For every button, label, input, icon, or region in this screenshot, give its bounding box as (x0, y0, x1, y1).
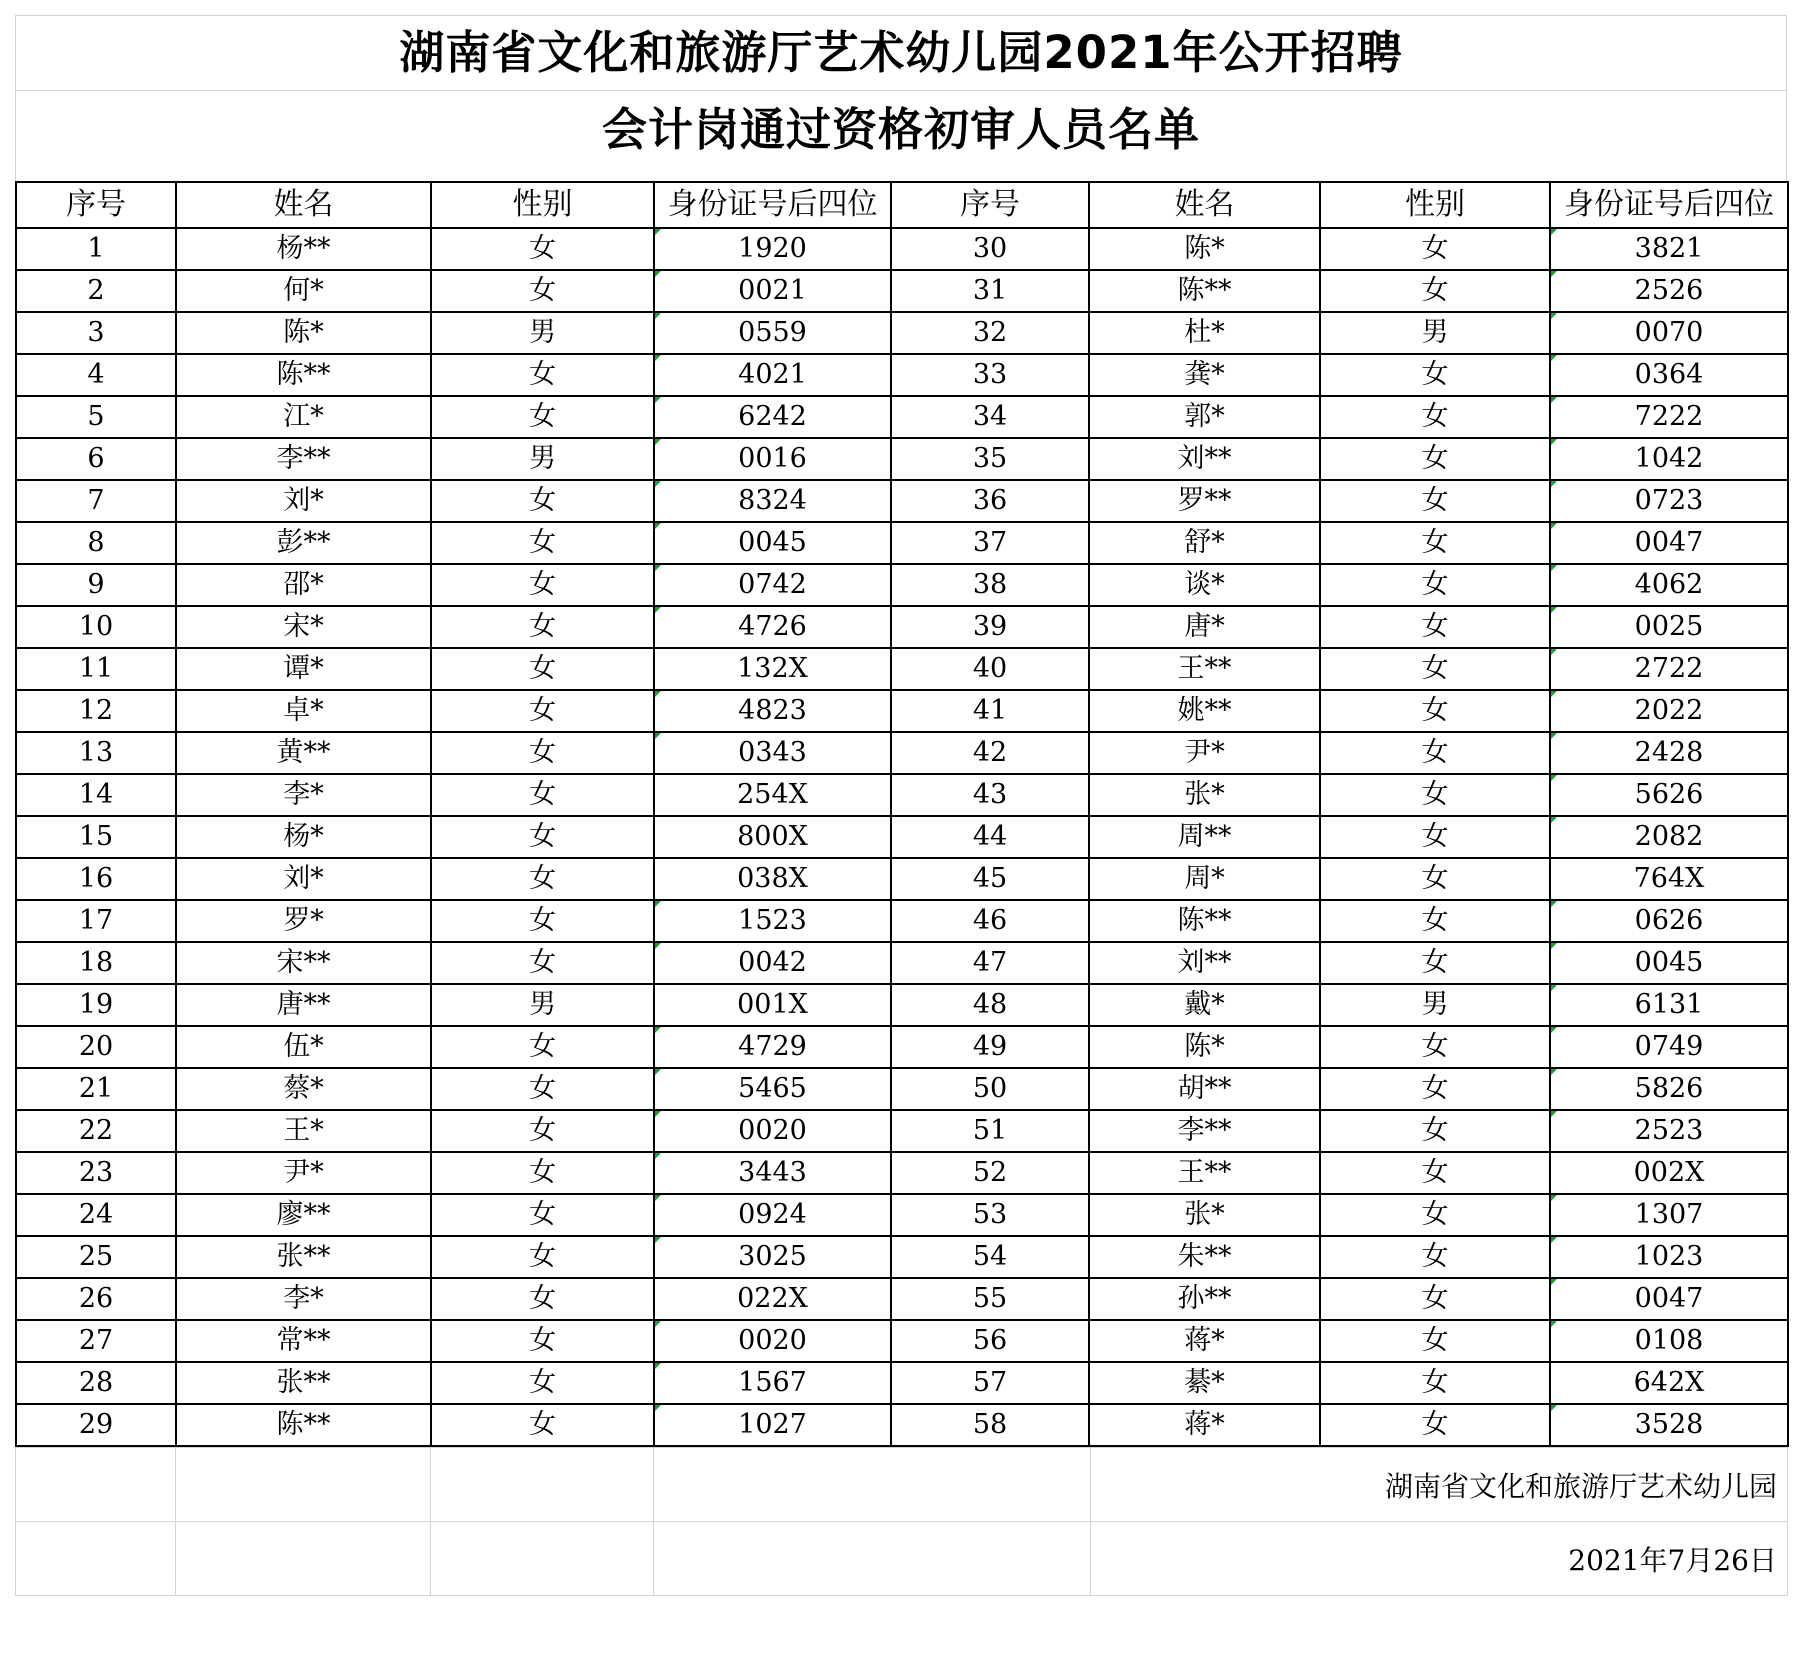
id-last4-cell: 1042 (1550, 438, 1788, 480)
candidate-table (15, 181, 1789, 1447)
gender-cell: 女 (1320, 1320, 1550, 1362)
seq-cell: 35 (891, 438, 1089, 480)
seq-cell: 50 (891, 1068, 1089, 1110)
seq-cell: 41 (891, 690, 1089, 732)
seq-cell: 47 (891, 942, 1089, 984)
gender-cell: 女 (1320, 1152, 1550, 1194)
gender-cell: 女 (431, 522, 654, 564)
id-last4-cell: 4021 (654, 354, 891, 396)
id-last4-cell: 1023 (1550, 1236, 1788, 1278)
table-row (16, 1068, 1788, 1110)
table-row (16, 1236, 1788, 1278)
name-cell: 蒋* (1089, 1404, 1320, 1446)
seq-cell: 52 (891, 1152, 1089, 1194)
seq-cell: 45 (891, 858, 1089, 900)
gender-cell: 女 (431, 1404, 654, 1446)
column-header: 姓名 (176, 182, 431, 228)
seq-cell: 55 (891, 1278, 1089, 1320)
gender-cell: 女 (1320, 900, 1550, 942)
table-row (16, 1362, 1788, 1404)
id-last4-cell: 2428 (1550, 732, 1788, 774)
table-row (16, 1026, 1788, 1068)
name-cell: 周** (1089, 816, 1320, 858)
seq-cell: 3 (16, 312, 176, 354)
name-cell: 李* (176, 1278, 431, 1320)
id-last4-cell: 1307 (1550, 1194, 1788, 1236)
seq-cell: 21 (16, 1068, 176, 1110)
id-last4-cell: 2082 (1550, 816, 1788, 858)
table-row (16, 438, 1788, 480)
seq-cell: 18 (16, 942, 176, 984)
table-row (16, 522, 1788, 564)
table-row (16, 354, 1788, 396)
id-last4-cell: 0924 (654, 1194, 891, 1236)
seq-cell: 54 (891, 1236, 1089, 1278)
id-last4-cell: 5465 (654, 1068, 891, 1110)
gender-cell: 女 (1320, 228, 1550, 270)
seq-cell: 2 (16, 270, 176, 312)
table-row (16, 564, 1788, 606)
table-row (16, 732, 1788, 774)
id-last4-cell: 7222 (1550, 396, 1788, 438)
gender-cell: 女 (431, 1362, 654, 1404)
gender-cell: 女 (431, 480, 654, 522)
name-cell: 谭* (176, 648, 431, 690)
name-cell: 戴* (1089, 984, 1320, 1026)
seq-cell: 10 (16, 606, 176, 648)
seq-cell: 36 (891, 480, 1089, 522)
id-last4-cell: 038X (654, 858, 891, 900)
footer-empty-cell (16, 1522, 176, 1596)
gender-cell: 女 (1320, 942, 1550, 984)
seq-cell: 28 (16, 1362, 176, 1404)
gender-cell: 女 (431, 270, 654, 312)
gender-cell: 女 (431, 1320, 654, 1362)
table-row (16, 690, 1788, 732)
id-last4-cell: 0021 (654, 270, 891, 312)
id-last4-cell: 5626 (1550, 774, 1788, 816)
id-last4-cell: 0025 (1550, 606, 1788, 648)
id-last4-cell: 4823 (654, 690, 891, 732)
seq-cell: 40 (891, 648, 1089, 690)
seq-cell: 26 (16, 1278, 176, 1320)
column-header: 身份证号后四位 (654, 182, 891, 228)
name-cell: 伍* (176, 1026, 431, 1068)
seq-cell: 30 (891, 228, 1089, 270)
name-cell: 邵* (176, 564, 431, 606)
seq-cell: 37 (891, 522, 1089, 564)
name-cell: 刘** (1089, 438, 1320, 480)
seq-cell: 1 (16, 228, 176, 270)
id-last4-cell: 0108 (1550, 1320, 1788, 1362)
name-cell: 宋* (176, 606, 431, 648)
id-last4-cell: 0070 (1550, 312, 1788, 354)
gender-cell: 女 (431, 816, 654, 858)
name-cell: 彭** (176, 522, 431, 564)
gender-cell: 女 (1320, 774, 1550, 816)
id-last4-cell: 0016 (654, 438, 891, 480)
table-row (16, 774, 1788, 816)
name-cell: 龚* (1089, 354, 1320, 396)
seq-cell: 49 (891, 1026, 1089, 1068)
name-cell: 刘* (176, 480, 431, 522)
gender-cell: 女 (1320, 1362, 1550, 1404)
id-last4-cell: 0047 (1550, 522, 1788, 564)
table-row (16, 1404, 1788, 1446)
gender-cell: 女 (1320, 690, 1550, 732)
name-cell: 刘** (1089, 942, 1320, 984)
seq-cell: 7 (16, 480, 176, 522)
id-last4-cell: 5826 (1550, 1068, 1788, 1110)
seq-cell: 8 (16, 522, 176, 564)
name-cell: 陈** (176, 1404, 431, 1446)
seq-cell: 14 (16, 774, 176, 816)
id-last4-cell: 022X (654, 1278, 891, 1320)
seq-cell: 42 (891, 732, 1089, 774)
seq-cell: 12 (16, 690, 176, 732)
gender-cell: 女 (431, 1152, 654, 1194)
gender-cell: 女 (1320, 606, 1550, 648)
gender-cell: 女 (1320, 480, 1550, 522)
id-last4-cell: 132X (654, 648, 891, 690)
gender-cell: 女 (431, 1068, 654, 1110)
footer-empty-cell (431, 1448, 654, 1522)
footer-row-organization (16, 1448, 1788, 1522)
id-last4-cell: 254X (654, 774, 891, 816)
seq-cell: 27 (16, 1320, 176, 1362)
footer-empty-cell (654, 1448, 1091, 1522)
name-cell: 蒋* (1089, 1320, 1320, 1362)
name-cell: 张* (1089, 774, 1320, 816)
seq-cell: 17 (16, 900, 176, 942)
gender-cell: 女 (1320, 438, 1550, 480)
gender-cell: 女 (431, 690, 654, 732)
seq-cell: 46 (891, 900, 1089, 942)
name-cell: 朱** (1089, 1236, 1320, 1278)
table-row (16, 1110, 1788, 1152)
gender-cell: 女 (431, 606, 654, 648)
footer-empty-cell (654, 1522, 1091, 1596)
gender-cell: 女 (431, 1194, 654, 1236)
footer-date: 2021年7月26日 (1091, 1522, 1788, 1596)
gender-cell: 女 (1320, 270, 1550, 312)
gender-cell: 男 (431, 312, 654, 354)
name-cell: 胡** (1089, 1068, 1320, 1110)
name-cell: 卓* (176, 690, 431, 732)
gender-cell: 男 (1320, 984, 1550, 1026)
gender-cell: 女 (431, 1236, 654, 1278)
id-last4-cell: 800X (654, 816, 891, 858)
seq-cell: 44 (891, 816, 1089, 858)
seq-cell: 56 (891, 1320, 1089, 1362)
name-cell: 江* (176, 396, 431, 438)
name-cell: 杨** (176, 228, 431, 270)
gender-cell: 女 (431, 354, 654, 396)
table-row (16, 1320, 1788, 1362)
seq-cell: 5 (16, 396, 176, 438)
footer-empty-cell (431, 1522, 654, 1596)
name-cell: 周* (1089, 858, 1320, 900)
name-cell: 杜* (1089, 312, 1320, 354)
gender-cell: 女 (431, 1278, 654, 1320)
name-cell: 孙** (1089, 1278, 1320, 1320)
id-last4-cell: 0045 (654, 522, 891, 564)
name-cell: 何* (176, 270, 431, 312)
id-last4-cell: 3821 (1550, 228, 1788, 270)
table-row (16, 1194, 1788, 1236)
name-cell: 陈* (1089, 1026, 1320, 1068)
id-last4-cell: 002X (1550, 1152, 1788, 1194)
id-last4-cell: 0047 (1550, 1278, 1788, 1320)
name-cell: 尹* (176, 1152, 431, 1194)
id-last4-cell: 1567 (654, 1362, 891, 1404)
id-last4-cell: 6131 (1550, 984, 1788, 1026)
id-last4-cell: 3528 (1550, 1404, 1788, 1446)
id-last4-cell: 6242 (654, 396, 891, 438)
gender-cell: 男 (431, 438, 654, 480)
gender-cell: 女 (1320, 522, 1550, 564)
id-last4-cell: 001X (654, 984, 891, 1026)
table-row (16, 312, 1788, 354)
seq-cell: 24 (16, 1194, 176, 1236)
gender-cell: 女 (431, 858, 654, 900)
gender-cell: 女 (1320, 1404, 1550, 1446)
id-last4-cell: 0723 (1550, 480, 1788, 522)
id-last4-cell: 0343 (654, 732, 891, 774)
seq-cell: 13 (16, 732, 176, 774)
table-row (16, 984, 1788, 1026)
table-row (16, 816, 1788, 858)
gender-cell: 女 (1320, 1236, 1550, 1278)
id-last4-cell: 1920 (654, 228, 891, 270)
name-cell: 唐** (176, 984, 431, 1026)
gender-cell: 女 (431, 396, 654, 438)
table-row (16, 648, 1788, 690)
name-cell: 陈* (1089, 228, 1320, 270)
id-last4-cell: 0045 (1550, 942, 1788, 984)
gender-cell: 女 (1320, 1110, 1550, 1152)
gender-cell: 女 (1320, 648, 1550, 690)
footer-empty-cell (176, 1448, 431, 1522)
id-last4-cell: 0559 (654, 312, 891, 354)
footer-organization: 湖南省文化和旅游厅艺术幼儿园 (1091, 1448, 1788, 1522)
id-last4-cell: 0742 (654, 564, 891, 606)
column-header: 性别 (1320, 182, 1550, 228)
gender-cell: 女 (1320, 1026, 1550, 1068)
gender-cell: 女 (431, 732, 654, 774)
name-cell: 罗** (1089, 480, 1320, 522)
name-cell: 陈** (1089, 270, 1320, 312)
id-last4-cell: 2022 (1550, 690, 1788, 732)
table-row (16, 858, 1788, 900)
column-header: 序号 (891, 182, 1089, 228)
spreadsheet (15, 15, 1787, 1596)
id-last4-cell: 0626 (1550, 900, 1788, 942)
gender-cell: 女 (431, 774, 654, 816)
column-header: 姓名 (1089, 182, 1320, 228)
table-row (16, 1278, 1788, 1320)
id-last4-cell: 2526 (1550, 270, 1788, 312)
table-row (16, 396, 1788, 438)
column-header: 序号 (16, 182, 176, 228)
seq-cell: 20 (16, 1026, 176, 1068)
seq-cell: 16 (16, 858, 176, 900)
gender-cell: 女 (431, 1026, 654, 1068)
id-last4-cell: 8324 (654, 480, 891, 522)
gender-cell: 女 (431, 228, 654, 270)
name-cell: 尹* (1089, 732, 1320, 774)
footer-empty-cell (176, 1522, 431, 1596)
name-cell: 罗* (176, 900, 431, 942)
seq-cell: 23 (16, 1152, 176, 1194)
name-cell: 杨* (176, 816, 431, 858)
gender-cell: 女 (1320, 816, 1550, 858)
name-cell: 舒* (1089, 522, 1320, 564)
gender-cell: 女 (431, 942, 654, 984)
name-cell: 常** (176, 1320, 431, 1362)
id-last4-cell: 2523 (1550, 1110, 1788, 1152)
seq-cell: 34 (891, 396, 1089, 438)
title-line-2: 会计岗通过资格初审人员名单 (601, 103, 1200, 156)
name-cell: 张** (176, 1362, 431, 1404)
table-row (16, 270, 1788, 312)
gender-cell: 女 (431, 648, 654, 690)
name-cell: 唐* (1089, 606, 1320, 648)
name-cell: 陈* (176, 312, 431, 354)
footer-row-date (16, 1522, 1788, 1596)
id-last4-cell: 0749 (1550, 1026, 1788, 1068)
id-last4-cell: 4726 (654, 606, 891, 648)
seq-cell: 58 (891, 1404, 1089, 1446)
gender-cell: 女 (1320, 396, 1550, 438)
name-cell: 李** (1089, 1110, 1320, 1152)
gender-cell: 女 (1320, 1278, 1550, 1320)
seq-cell: 32 (891, 312, 1089, 354)
gender-cell: 女 (431, 564, 654, 606)
table-header-row (16, 182, 1788, 228)
name-cell: 王** (1089, 648, 1320, 690)
column-header: 性别 (431, 182, 654, 228)
gender-cell: 女 (1320, 732, 1550, 774)
name-cell: 蔡* (176, 1068, 431, 1110)
name-cell: 张* (1089, 1194, 1320, 1236)
name-cell: 王** (1089, 1152, 1320, 1194)
name-cell: 姚** (1089, 690, 1320, 732)
name-cell: 陈** (1089, 900, 1320, 942)
gender-cell: 男 (431, 984, 654, 1026)
seq-cell: 43 (891, 774, 1089, 816)
seq-cell: 33 (891, 354, 1089, 396)
gender-cell: 女 (1320, 564, 1550, 606)
seq-cell: 53 (891, 1194, 1089, 1236)
gender-cell: 女 (431, 1110, 654, 1152)
name-cell: 李** (176, 438, 431, 480)
name-cell: 黄** (176, 732, 431, 774)
id-last4-cell: 0020 (654, 1320, 891, 1362)
name-cell: 郭* (1089, 396, 1320, 438)
name-cell: 谈* (1089, 564, 1320, 606)
name-cell: 陈** (176, 354, 431, 396)
seq-cell: 57 (891, 1362, 1089, 1404)
name-cell: 刘* (176, 858, 431, 900)
name-cell: 綦* (1089, 1362, 1320, 1404)
table-row (16, 606, 1788, 648)
seq-cell: 11 (16, 648, 176, 690)
id-last4-cell: 642X (1550, 1362, 1788, 1404)
seq-cell: 6 (16, 438, 176, 480)
gender-cell: 女 (431, 900, 654, 942)
name-cell: 张** (176, 1236, 431, 1278)
name-cell: 廖** (176, 1194, 431, 1236)
seq-cell: 19 (16, 984, 176, 1026)
table-row (16, 1152, 1788, 1194)
seq-cell: 31 (891, 270, 1089, 312)
title-block (15, 15, 1787, 181)
seq-cell: 9 (16, 564, 176, 606)
table-row (16, 900, 1788, 942)
footer-block (15, 1447, 1788, 1596)
gender-cell: 女 (1320, 858, 1550, 900)
table-row (16, 480, 1788, 522)
gender-cell: 男 (1320, 312, 1550, 354)
seq-cell: 51 (891, 1110, 1089, 1152)
seq-cell: 38 (891, 564, 1089, 606)
seq-cell: 22 (16, 1110, 176, 1152)
id-last4-cell: 4729 (654, 1026, 891, 1068)
gender-cell: 女 (1320, 354, 1550, 396)
id-last4-cell: 1523 (654, 900, 891, 942)
gender-cell: 女 (1320, 1194, 1550, 1236)
title-line-1: 湖南省文化和旅游厅艺术幼儿园2021年公开招聘 (16, 16, 1786, 91)
name-cell: 李* (176, 774, 431, 816)
column-header: 身份证号后四位 (1550, 182, 1788, 228)
seq-cell: 15 (16, 816, 176, 858)
seq-cell: 48 (891, 984, 1089, 1026)
seq-cell: 39 (891, 606, 1089, 648)
seq-cell: 25 (16, 1236, 176, 1278)
table-row (16, 228, 1788, 270)
id-last4-cell: 0364 (1550, 354, 1788, 396)
name-cell: 王* (176, 1110, 431, 1152)
seq-cell: 29 (16, 1404, 176, 1446)
id-last4-cell: 764X (1550, 858, 1788, 900)
id-last4-cell: 0020 (654, 1110, 891, 1152)
id-last4-cell: 1027 (654, 1404, 891, 1446)
table-row (16, 942, 1788, 984)
id-last4-cell: 4062 (1550, 564, 1788, 606)
id-last4-cell: 3443 (654, 1152, 891, 1194)
id-last4-cell: 3025 (654, 1236, 891, 1278)
id-last4-cell: 0042 (654, 942, 891, 984)
gender-cell: 女 (1320, 1068, 1550, 1110)
seq-cell: 4 (16, 354, 176, 396)
footer-empty-cell (16, 1448, 176, 1522)
id-last4-cell: 2722 (1550, 648, 1788, 690)
name-cell: 宋** (176, 942, 431, 984)
